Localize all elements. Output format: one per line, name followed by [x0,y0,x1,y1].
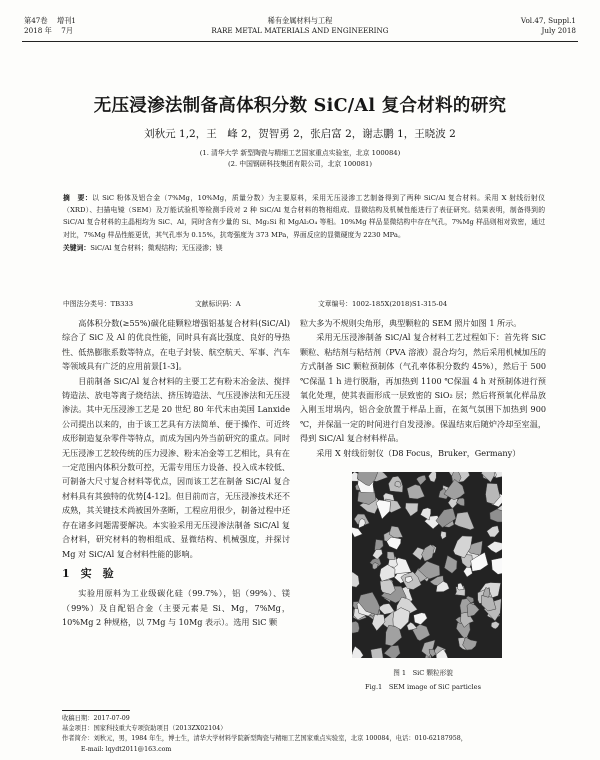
header-volume-en: Vol.47, Suppl.1 [520,16,576,25]
author-email: E-mail: lqydt2011@163.com [80,745,172,753]
body-paragraph: 目前制备 SiC/Al 复合材料的主要工艺有粉末冶金法、搅拌铸造法、放电等离子烧结法、挤压铸造法、气压浸渗法和无压浸渗法。其中无压浸渗工艺是 20 世纪 80 年代末由美国 Lanxide 公司提出以来的，由于该工艺具有方法简单、便于操作、可近终成形制造复杂零件等特点，而成为国内外当前研究的重点。同时无压浸渗工艺较传统的压力浸渗、粉末冶金等工艺相比，具有在一定范围内体积分数可控，无需专用压力设备、投入成本较低、可制备大尺寸复合材料等优点，因而该工艺在制备 SiC/Al 复合材料具有其独特的优势[4-12]。但目前而言，无压浸渗技术还不成熟，其关键技术尚被国外垄断，工程应用很少，制备过程中还存在诸多问题需要解决。本实验采用无压浸渗法制备 SiC/Al 复合材料，研究材料的物相组成、显微结构、机械强度，并探讨 Mg 对 SiC/Al 复合材料性能的影响。 [62,375,290,559]
body-column-left [62,316,290,630]
affiliation-1: (1. 清华大学 新型陶瓷与精细工艺国家重点实验室，北京 100084) [199,149,401,157]
sic-particle [352,621,359,633]
figure-caption-en: Fig.1 SEM image of SiC particles [365,683,481,691]
body-paragraph: 采用 X 射线衍射仪（D8 Focus，Bruker，Germany） [316,447,521,458]
body-paragraph: 粒大多为不规则尖角形，典型颗粒的 SEM 照片如图 1 所示。 [300,318,522,328]
body-paragraph: 高体积分数(≥55%)碳化硅颗粒增强铝基复合材料(SiC/Al)综合了 SiC 及 Al 的优良性能，同时具有高比强度、良好的导热性、低热膨胀系数等特点，在电子封装、航空航天、军事、汽车等领域具有广泛的应用前景[1-3]。 [62,318,290,372]
section-heading: 1 实 验 [62,566,114,580]
header-month-zh: 7月 [61,26,74,35]
journal-name-zh: 稀有金属材料与工程 [267,16,333,25]
author-list: 刘秋元 1,2，王 峰 2，贺智勇 2，张启富 2，谢志鹏 1，王晓波 2 [144,128,456,140]
footnote-rule [62,710,130,711]
affiliation-2: (2. 中国钢研科技集团有限公司，北京 100081) [227,160,372,168]
clc-number: 中图法分类号：TB333 [63,300,134,308]
figure-caption-zh: 图 1 SiC 颗粒形貌 [393,669,453,677]
header-date-en: July 2018 [541,26,576,35]
journal-name-en: RARE METAL MATERIALS AND ENGINEERING [211,26,389,35]
header-issue-zh: 增刊1 [57,16,76,25]
keywords-text: SiC/Al 复合材料；微观结构；无压浸渗；镁 [90,243,223,252]
body-paragraph: 采用无压浸渗制备 SiC/Al 复合材料工艺过程如下：首先将 SiC 颗粒、粘结剂与粘结剂（PVA 溶液）混合均匀，然后采用机械加压的方式制备 SiC 颗粒预制体（气孔率体积分数约 45%），然后于 500 ℃保温 1 h 进行脱脂，再加热到 1100 ℃保温 4 h 对预制体进行预氧化处理，使其表面形成一层致密的 SiO₂ 层；然后将预氧化样品放入刚玉坩埚内，铝合金放置于样品上面，在氮气氛围下加热到 900 ℃，并保温一定的时间进行自发浸渗。保温结束后随炉冷却至室温，得到 SiC/Al 复合材料样品。 [300,332,546,444]
document-code: 文献标识码：A [195,300,241,308]
body-column-right [300,316,546,460]
abstract-block [63,192,545,254]
author-bio: 作者简介：刘秋元，男，1984 年生，博士生，清华大学材料学院新型陶瓷与精细工艺国家重点实验室，北京 100084，电话：010-62187958， [62,735,468,743]
article-number: 文章编号：1002-185X(2018)S1-315-04 [318,300,448,308]
sic-particle [495,472,502,478]
body-paragraph: 实验用原料为工业级碳化硅（99.7%），铝（99%）、镁（99%）及自配铝合金（主要元素是 Si、Mg，7%Mg，10%Mg 2 种规格，以 7Mg 与 10Mg 表示）。选用 SiC 颗 [62,588,290,628]
header-year-month [24,26,73,35]
abstract-label: 摘 要： [63,194,93,202]
received-date: 收稿日期：2017-07-09 [62,715,130,722]
sem-image-figure [352,472,502,658]
abstract-text: 以 SiC 粉体及铝合金（7%Mg，10%Mg，质量分数）为主要原料，采用无压浸渗工艺制备得到了两种 SiC/Al 复合材料。采用 X 射线衍射仪（XRD）、扫描电镜（SEM）及万能试验机等检测手段对 2 种 SiC/Al 复合材料的物相组成、显微结构及机械性能进行了表征研究。结果表明，制备得到的 SiC/Al 复合材料的主晶相均为 SiC、Al，同时含有少量的 Si、Mg₂Si 和 MgAl₂O₄ 等相。10%Mg 样品显微结构中存在气孔，7%Mg 样品则相对致密，通过对比，7%Mg 样品性能更优，其气孔率为 0.15%，抗弯强度为 373 MPa，界面反应的显微硬度为 2230 MPa。 [63,194,546,239]
header-volume-zh: 第47卷 [24,16,48,25]
funding-note: 基金项目：国家科技重大专项资助项目（2013ZX02104） [62,725,227,733]
sic-particle [371,648,383,658]
keywords-label: 关键词： [63,243,91,252]
header-volume-issue [24,16,76,25]
keywords [63,242,545,254]
header-year-zh: 2018 年 [24,26,52,35]
abstract [63,192,545,241]
header-rule [22,41,578,42]
paper-title: 无压浸渗法制备高体积分数 SiC/Al 复合材料的研究 [93,96,507,116]
footnote [62,714,562,755]
